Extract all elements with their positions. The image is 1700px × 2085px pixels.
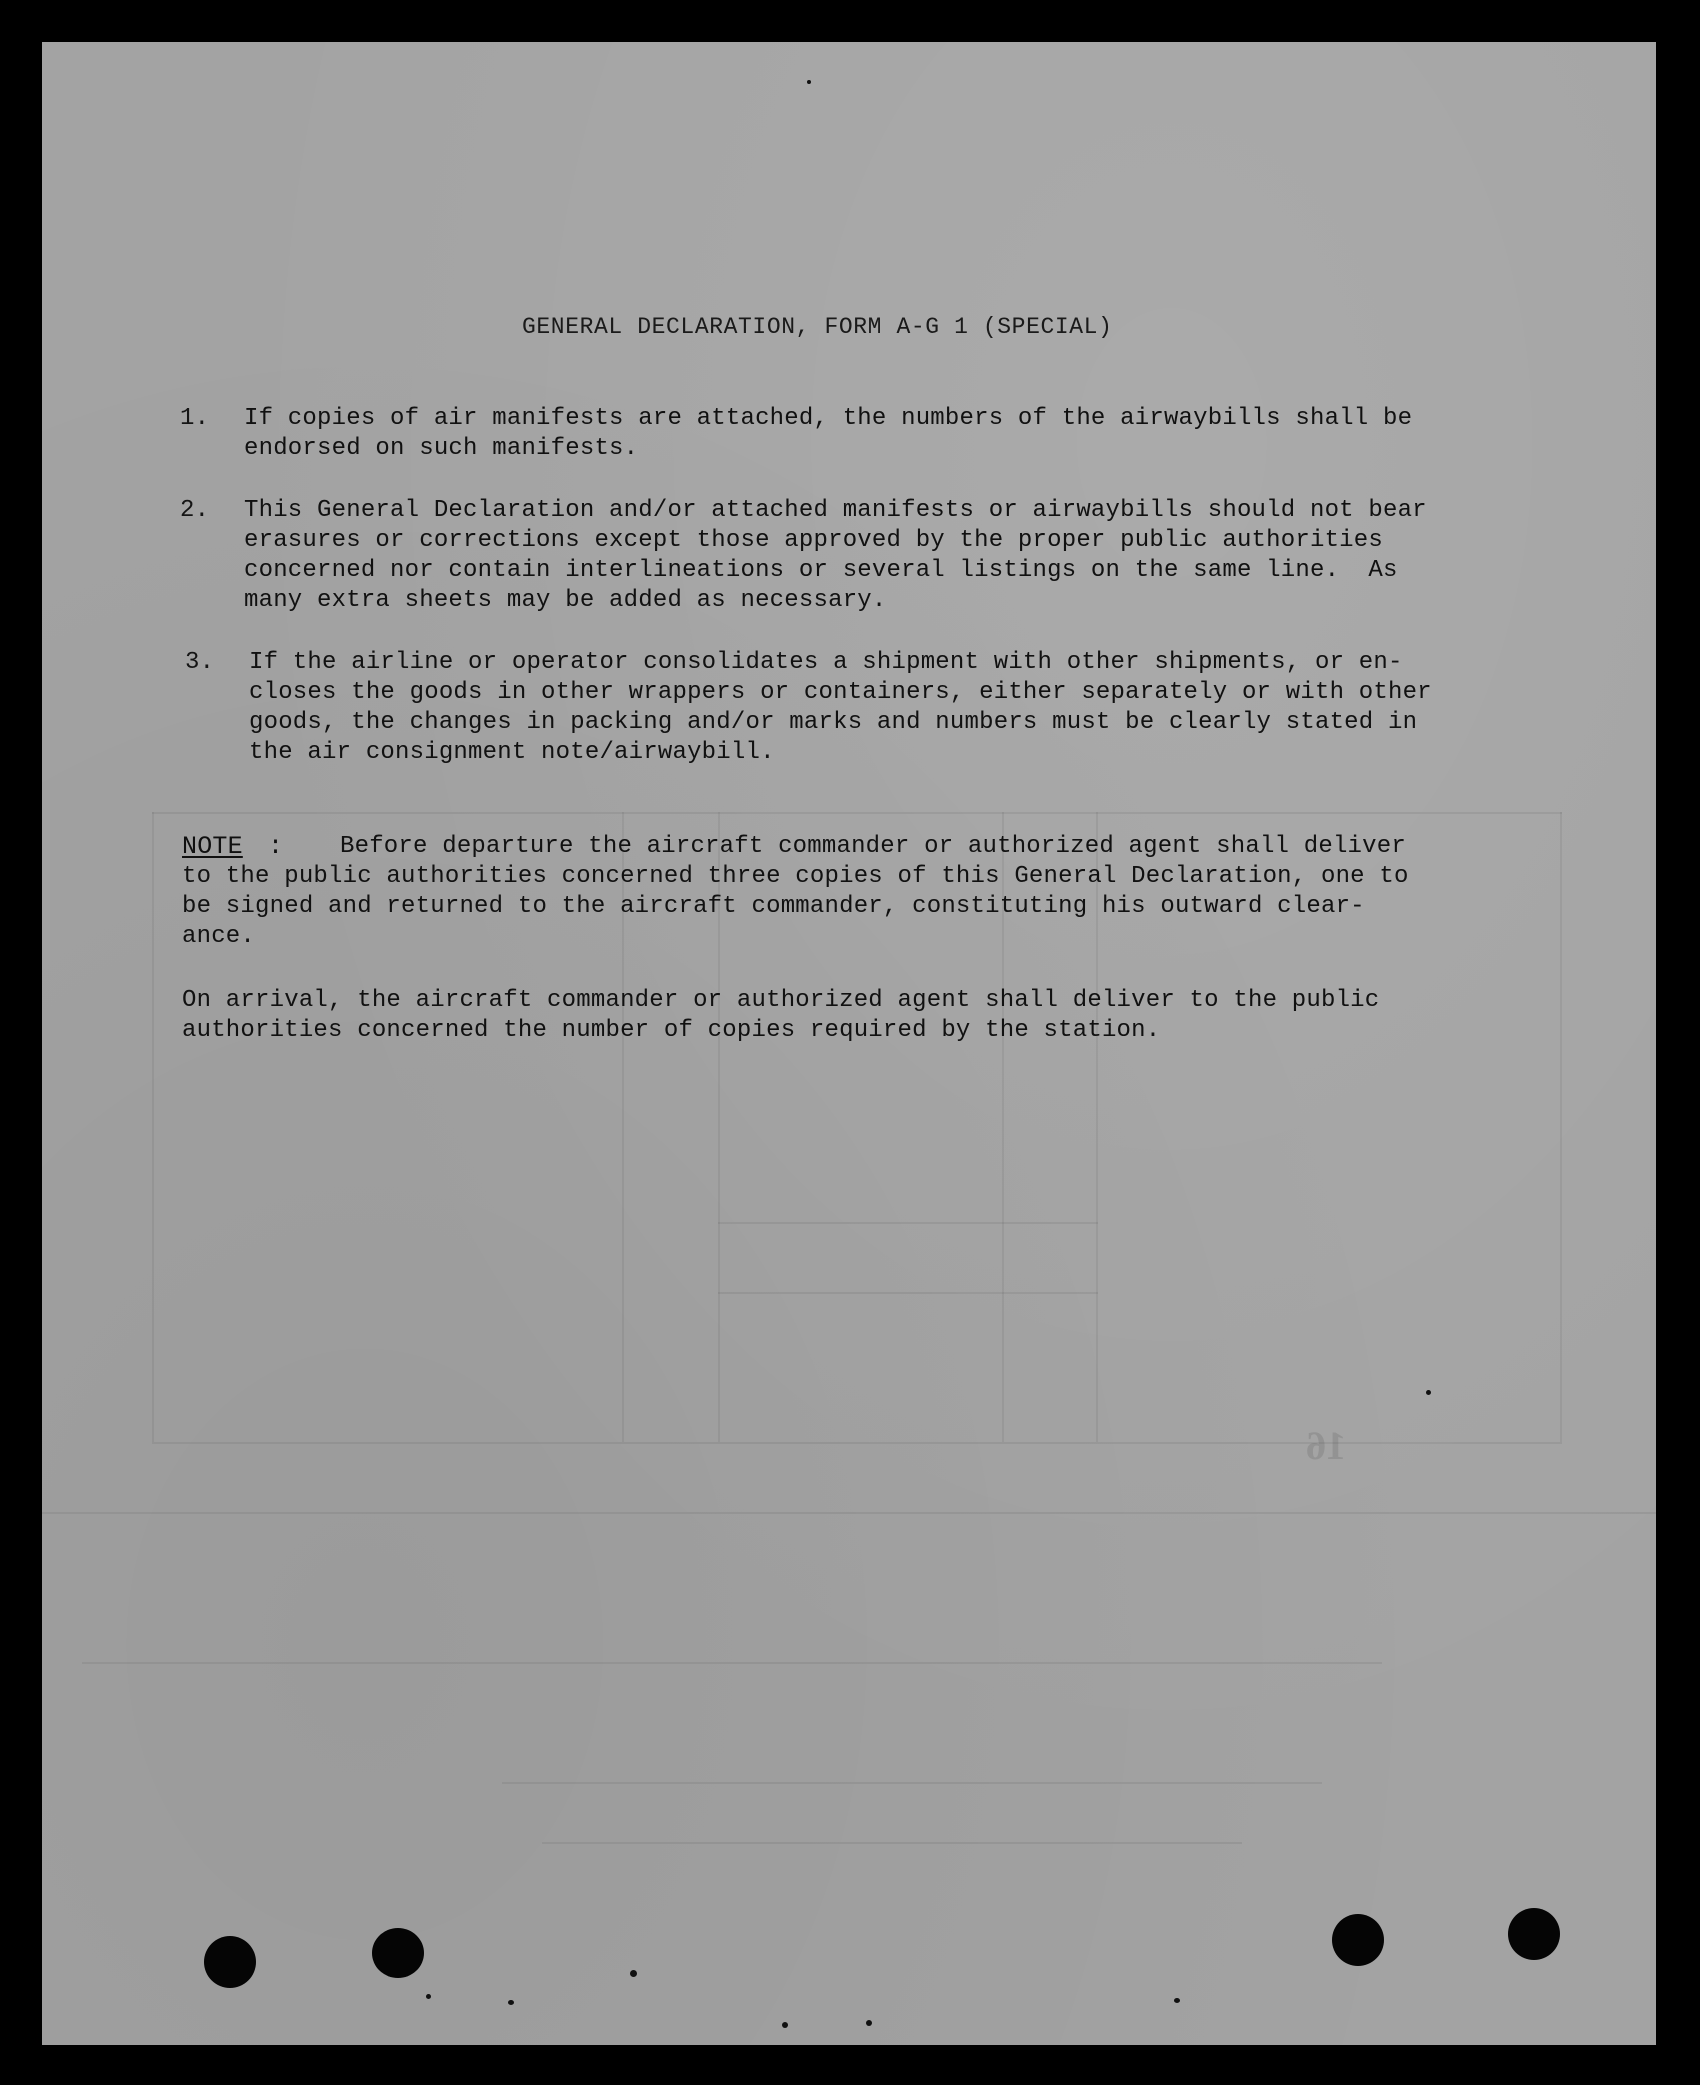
showthrough-line: [42, 1512, 1656, 1514]
item-line: If copies of air manifests are attached, the numbers of the airwaybills shall be: [244, 405, 1413, 432]
showthrough-line: [502, 1782, 1322, 1784]
speck: [1174, 1998, 1180, 2003]
speck: [426, 1994, 431, 1999]
speck: [1426, 1390, 1431, 1395]
note-line: be signed and returned to the aircraft commander, constituting his outward clear-: [182, 893, 1365, 920]
item-line: endorsed on such manifests.: [244, 435, 639, 462]
arrival-line: On arrival, the aircraft commander or authorized agent shall deliver to the public: [182, 987, 1380, 1014]
showthrough-line: [718, 1222, 1098, 1224]
punch-hole: [372, 1928, 424, 1978]
punch-hole: [1332, 1914, 1384, 1966]
speck: [807, 80, 811, 84]
item-number: 1.: [180, 405, 210, 432]
speck: [508, 2000, 514, 2005]
showthrough-line: [1560, 812, 1562, 1442]
note-line: Before departure the aircraft commander or authorized agent shall deliver: [340, 833, 1406, 860]
item-line: concerned nor contain interlineations or several listings on the same line. As: [244, 557, 1398, 584]
speck: [782, 2022, 788, 2028]
document-title: GENERAL DECLARATION, FORM A-G 1 (SPECIAL): [522, 314, 1113, 340]
item-number: 2.: [180, 497, 210, 524]
punch-hole: [204, 1936, 256, 1988]
showthrough-line: [82, 1662, 1382, 1664]
arrival-line: authorities concerned the number of copies required by the station.: [182, 1017, 1161, 1044]
note-line: ance.: [182, 923, 256, 950]
showthrough-mark: 16: [1306, 1423, 1346, 1468]
item-line: If the airline or operator consolidates a shipment with other shipments, or en-: [249, 649, 1403, 676]
item-line: goods, the changes in packing and/or marks and numbers must be clearly stated in: [249, 709, 1418, 736]
item-line: This General Declaration and/or attached manifests or airwaybills should not bear: [244, 497, 1427, 524]
showthrough-line: [542, 1842, 1242, 1844]
paper-sheet: [42, 42, 1656, 2045]
showthrough-line: [152, 1442, 1562, 1444]
item-number: 3.: [185, 649, 215, 676]
note-label: NOTE: [182, 832, 243, 861]
item-line: the air consignment note/airwaybill.: [249, 739, 775, 766]
note-line: to the public authorities concerned three copies of this General Declaration, one to: [182, 863, 1409, 890]
speck: [630, 1970, 637, 1977]
showthrough-line: [718, 1292, 1098, 1294]
item-line: many extra sheets may be added as necessary.: [244, 587, 887, 614]
showthrough-line: [152, 812, 154, 1442]
showthrough-line: [152, 812, 1562, 814]
item-line: erasures or corrections except those approved by the proper public authorities: [244, 527, 1383, 554]
item-line: closes the goods in other wrappers or containers, either separately or with other: [249, 679, 1432, 706]
speck: [866, 2020, 872, 2026]
note-colon: :: [268, 832, 284, 861]
punch-hole: [1508, 1908, 1560, 1960]
